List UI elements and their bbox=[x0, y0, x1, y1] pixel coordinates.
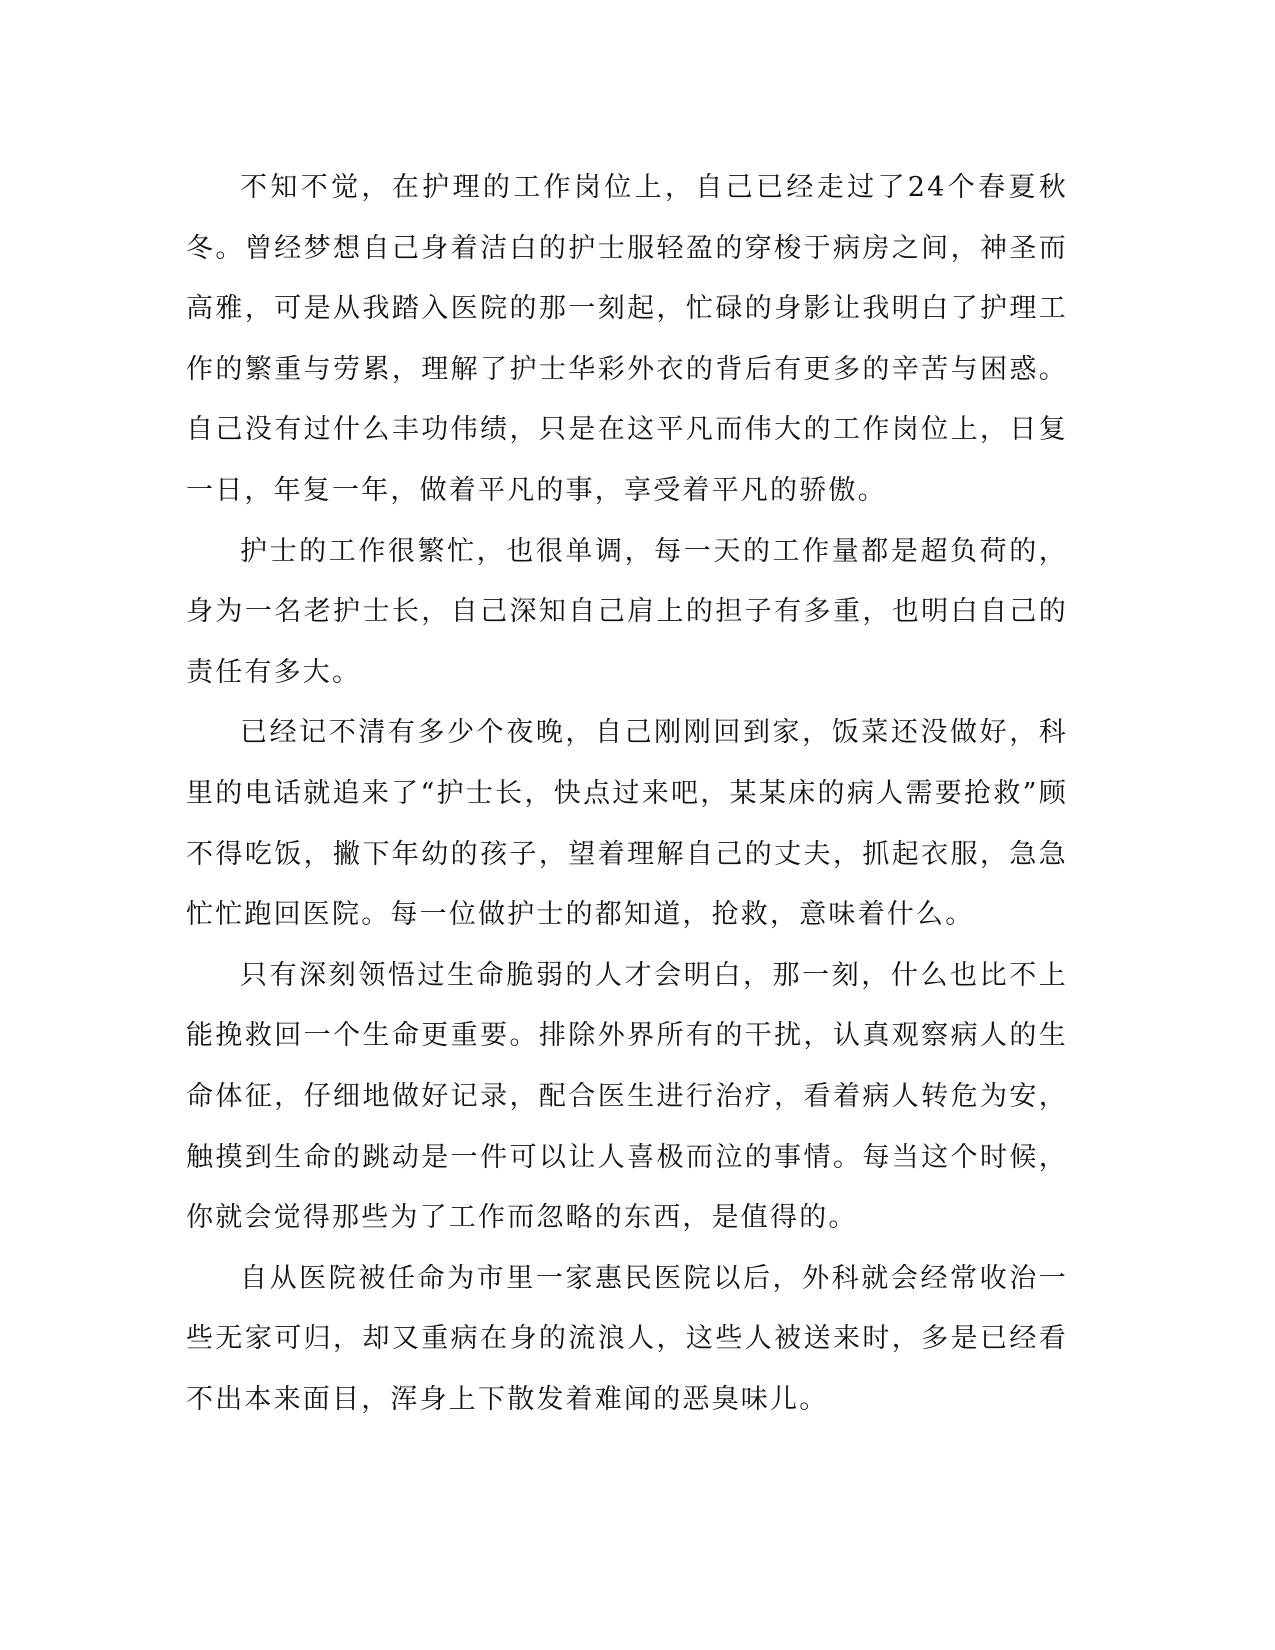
paragraph-5: 自从医院被任命为市里一家惠民医院以后，外科就会经常收治一些无家可归，却又重病在身的流浪人，这些人被送来时，多是已经看不出本来面目，浑身上下散发着难闻的恶臭味儿。 bbox=[186, 1262, 1068, 1415]
paragraph-4: 只有深刻领悟过生命脆弱的人才会明白，那一刻，什么也比不上能挽救回一个生命更重要。排除外界所有的干扰，认真观察病人的生命体征，仔细地做好记录，配合医生进行治疗，看着病人转危为安，触摸到生命的跳动是一件可以让人喜极而泣的事情。每当这个时候，你就会觉得那些为了工作而忽略的东西，是值得的。 bbox=[186, 959, 1068, 1234]
paragraph-2: 护士的工作很繁忙，也很单调，每一天的工作量都是超负荷的，身为一名老护士长，自己深知自己肩上的担子有多重，也明白自己的责任有多大。 bbox=[186, 535, 1068, 688]
document-body bbox=[186, 158, 1068, 1430]
paragraph-3: 已经记不清有多少个夜晚，自己刚刚回到家，饭菜还没做好，科里的电话就追来了“护士长，快点过来吧，某某床的病人需要抢救”顾不得吃饭，撇下年幼的孩子，望着理解自己的丈夫，抓起衣服，急急忙忙跑回医院。每一位做护士的都知道，抢救，意味着什么。 bbox=[186, 717, 1068, 931]
paragraph-1: 不知不觉，在护理的工作岗位上，自己已经走过了24个春夏秋冬。曾经梦想自己身着洁白的护士服轻盈的穿梭于病房之间，神圣而高雅，可是从我踏入医院的那一刻起，忙碌的身影让我明白了护理工作的繁重与劳累，理解了护士华彩外衣的背后有更多的辛苦与困惑。自己没有过什么丰功伟绩，只是在这平凡而伟大的工作岗位上，日复一日，年复一年，做着平凡的事，享受着平凡的骄傲。 bbox=[186, 172, 1068, 506]
